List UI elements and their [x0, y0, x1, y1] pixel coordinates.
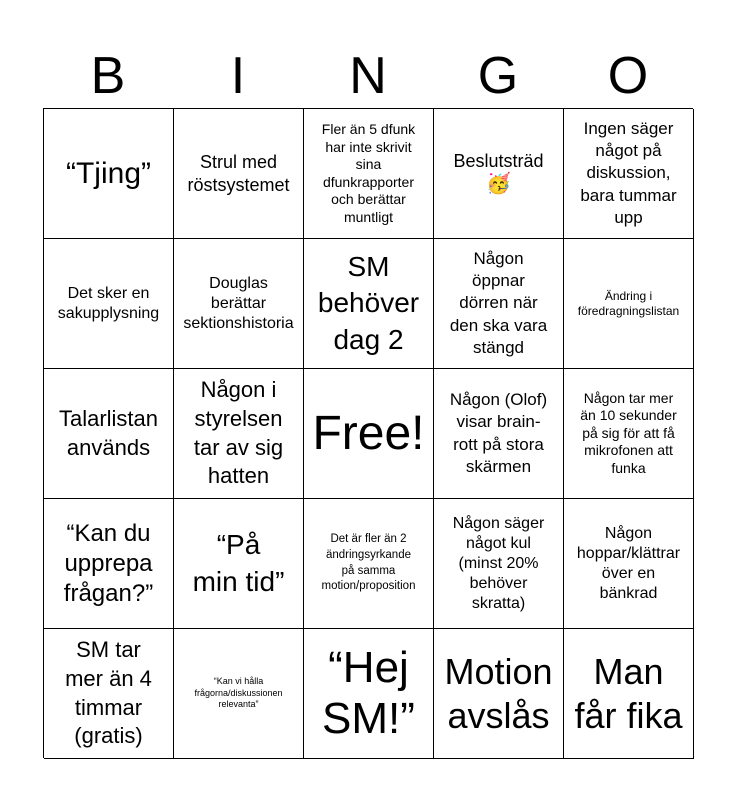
cell-text: Någon öppnar dörren när den ska vara stängd: [449, 249, 548, 357]
cell-text: SM tar mer än 4 timmar (gratis): [65, 637, 152, 749]
bingo-cell[interactable]: [564, 109, 694, 239]
cell-text: “På min tid”: [192, 529, 285, 597]
cell-text: Beslutsträd: [453, 150, 544, 171]
free-cell[interactable]: [304, 369, 434, 499]
title-letter-o: O: [607, 47, 649, 105]
bingo-cell[interactable]: [434, 239, 564, 369]
cell-text: Ändring i föredragningslistan: [577, 288, 680, 318]
cell-text: Någon tar mer än 10 sekunder på sig för att få mikrofonen att funka: [580, 389, 677, 476]
cell-text: Free!: [312, 406, 425, 460]
cell-text: Talarlistan används: [58, 405, 159, 460]
title-letter-g: G: [477, 47, 519, 105]
bingo-cell[interactable]: [174, 499, 304, 629]
bingo-cell[interactable]: [304, 239, 434, 369]
bingo-board: [43, 108, 693, 758]
party-face-icon: 🥳: [486, 173, 511, 196]
bingo-cell[interactable]: [44, 369, 174, 499]
cell-text: Motion avslås: [444, 651, 553, 736]
bingo-cell[interactable]: [174, 239, 304, 369]
bingo-cell[interactable]: [434, 369, 564, 499]
title-letter-n: N: [349, 47, 387, 105]
cell-text: Det är fler än 2 ändringsyrkande på samma motion/proposition: [321, 533, 416, 593]
bingo-cell[interactable]: [564, 369, 694, 499]
cell-text: Någon hoppar/klättrar över en bänkrad: [576, 524, 681, 602]
cell-text: Någon i styrelsen tar av sig hatten: [193, 377, 284, 489]
bingo-cell[interactable]: [174, 369, 304, 499]
cell-text: Någon säger något kul (minst 20% behöver skratta): [452, 514, 545, 612]
bingo-cell[interactable]: [434, 109, 564, 239]
bingo-cell[interactable]: [44, 499, 174, 629]
cell-text: Man får fika: [574, 651, 683, 736]
bingo-cell[interactable]: [434, 499, 564, 629]
title-letter-i: I: [230, 47, 246, 105]
cell-text: “Tjing”: [65, 156, 151, 190]
bingo-cell[interactable]: [304, 109, 434, 239]
bingo-cell[interactable]: [434, 629, 564, 759]
bingo-title: [43, 46, 693, 106]
bingo-cell[interactable]: [44, 239, 174, 369]
cell-text: “Kan vi hålla frågorna/diskussionen relevanta”: [194, 675, 283, 710]
bingo-cell[interactable]: [564, 499, 694, 629]
cell-text: “Hej SM!”: [322, 642, 415, 743]
cell-text: “Kan du upprepa frågan?”: [63, 519, 154, 607]
cell-text: Douglas berättar sektionshistoria: [183, 274, 294, 332]
cell-text: Fler än 5 dfunk har inte skrivit sina dfunkrapporter och berättar muntligt: [321, 121, 416, 225]
title-letter-b: B: [90, 47, 126, 105]
bingo-cell[interactable]: [304, 629, 434, 759]
cell-text: Ingen säger något på diskussion, bara tummar upp: [580, 119, 677, 227]
bingo-cell[interactable]: [174, 629, 304, 759]
bingo-cell[interactable]: [44, 109, 174, 239]
bingo-cell[interactable]: [564, 239, 694, 369]
cell-text: Det sker en sakupplysning: [57, 284, 160, 322]
bingo-cell[interactable]: [304, 499, 434, 629]
bingo-cell[interactable]: [174, 109, 304, 239]
cell-text: Strul med röstsystemet: [187, 152, 290, 195]
bingo-cell[interactable]: [564, 629, 694, 759]
bingo-cell[interactable]: [44, 629, 174, 759]
cell-text: Någon (Olof) visar brain- rott på stora skärmen: [449, 390, 548, 476]
cell-text: SM behöver dag 2: [317, 250, 420, 355]
